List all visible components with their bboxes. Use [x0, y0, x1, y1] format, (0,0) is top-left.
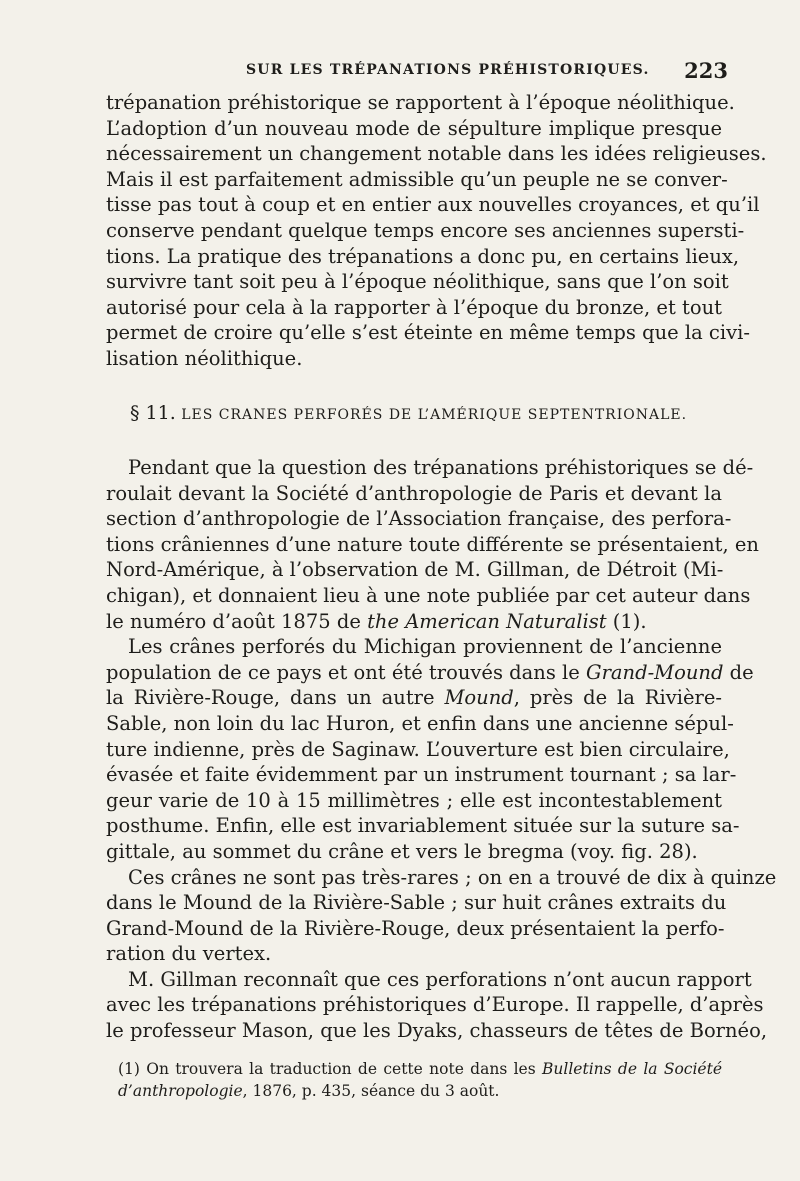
text-line: section d’anthropologie de l’Association française, des perfora-	[106, 507, 732, 531]
footnote-ref: (1).	[606, 609, 647, 633]
text-line: évasée et faite évidemment par un instrument tournant ; sa lar-	[106, 763, 737, 787]
text-run: , près de la Rivière-	[513, 686, 722, 710]
text-run: , 1876, p. 435, séance du 3 août.	[242, 1082, 500, 1100]
page-header	[108, 58, 728, 88]
text-run: population de ce pays et ont été trouvés dans le	[106, 660, 586, 684]
text-line: Mais il est parfaitement admissible qu’un peuple ne se conver-	[106, 167, 728, 191]
text-line: autorisé pour cela à la rapporter à l’époque du bronze, et tout	[106, 295, 722, 319]
text-line: geur varie de 10 à 15 millimètres ; elle est incontestablement	[106, 788, 722, 812]
place-name: Mound	[444, 686, 514, 710]
text-line: Ces crânes ne sont pas très-rares ; on en a trouvé de dix à quinze	[128, 865, 777, 889]
text-line	[106, 660, 754, 686]
text-line: ture indienne, près de Saginaw. L’ouverture est bien circulaire,	[106, 737, 730, 761]
text-line: posthume. Enfin, elle est invariablement située sur la suture sa-	[106, 814, 740, 838]
text-line: Nord-Amérique, à l’observation de M. Gillman, de Détroit (Mi-	[106, 558, 724, 582]
text-line	[106, 685, 722, 711]
section-title: LES CRANES PERFORÉS DE L’AMÉRIQUE SEPTENTRIONALE.	[181, 407, 688, 423]
text-line: Les crânes perforés du Michigan proviennent de l’ancienne	[128, 635, 722, 659]
text-line: permet de croire qu’elle s’est éteinte en même temps que la civi-	[106, 321, 750, 345]
text-run: la Rivière-Rouge, dans un autre	[106, 686, 445, 710]
text-run: le numéro d’août 1875 de	[106, 609, 368, 633]
section-number: § 11.	[130, 402, 176, 424]
text-line: L’adoption d’un nouveau mode de sépulture implique presque	[106, 116, 722, 140]
text-line: Grand-Mound de la Rivière-Rouge, deux présentaient la perfo-	[106, 916, 725, 940]
section-body	[106, 455, 777, 1044]
section-heading	[130, 402, 730, 424]
paragraph-1	[106, 90, 767, 372]
text-line: le professeur Mason, que les Dyaks, chasseurs de têtes de Bornéo,	[106, 1019, 768, 1043]
text-line: avec les trépanations préhistoriques d’Europe. Il rappelle, d’après	[106, 993, 764, 1017]
text-line: Pendant que la question des trépanations préhistoriques se dé-	[128, 456, 754, 479]
journal-title: Bulletins de la Société	[542, 1060, 722, 1078]
text-line: survivre tant soit peu à l’époque néolithique, sans que l’on soit	[106, 270, 729, 294]
text-line: M. Gillman reconnaît que ces perforations n’ont aucun rapport	[128, 967, 752, 991]
text-line	[106, 609, 722, 635]
text-line: tisse pas tout à coup et en entier aux nouvelles croyances, et qu’il	[106, 193, 760, 217]
text-line: gittale, au sommet du crâne et vers le bregma (voy. fig. 28).	[106, 839, 698, 863]
place-name: Grand-Mound	[586, 660, 724, 684]
text-line: dans le Mound de la Rivière-Sable ; sur huit crânes extraits du	[106, 891, 727, 915]
text-line: nécessairement un changement notable dans les idées religieuses.	[106, 142, 767, 166]
text-line: Sable, non loin du lac Huron, et enfin dans une ancienne sépul-	[106, 711, 734, 735]
journal-title: d’anthropologie	[118, 1082, 243, 1100]
text-line: chigan), et donnaient lieu à une note publiée par cet auteur dans	[106, 583, 751, 607]
journal-title: the American Naturalist	[367, 609, 607, 633]
text-run: de	[723, 660, 754, 684]
text-line: roulait devant la Société d’anthropologie de Paris et devant la	[106, 481, 722, 505]
text-line: tions. La pratique des trépanations a donc pu, en certains lieux,	[106, 244, 740, 268]
text-run: (1) On trouvera la traduction de cette note dans les	[118, 1060, 542, 1078]
running-title: SUR LES TRÉPANATIONS PRÉHISTORIQUES.	[246, 62, 650, 78]
text-line: lisation néolithique.	[106, 346, 303, 370]
page-number: 223	[684, 58, 728, 83]
text-line: trépanation préhistorique se rapportent à l’époque néolithique.	[106, 91, 735, 114]
footnote-line	[118, 1058, 722, 1080]
text-line: tions crâniennes d’une nature toute différente se présentaient, en	[106, 532, 759, 556]
footnote	[118, 1058, 722, 1102]
text-line: ration du vertex.	[106, 942, 272, 966]
footnote-line	[118, 1080, 722, 1102]
text-line: conserve pendant quelque temps encore ses anciennes supersti-	[106, 218, 745, 242]
